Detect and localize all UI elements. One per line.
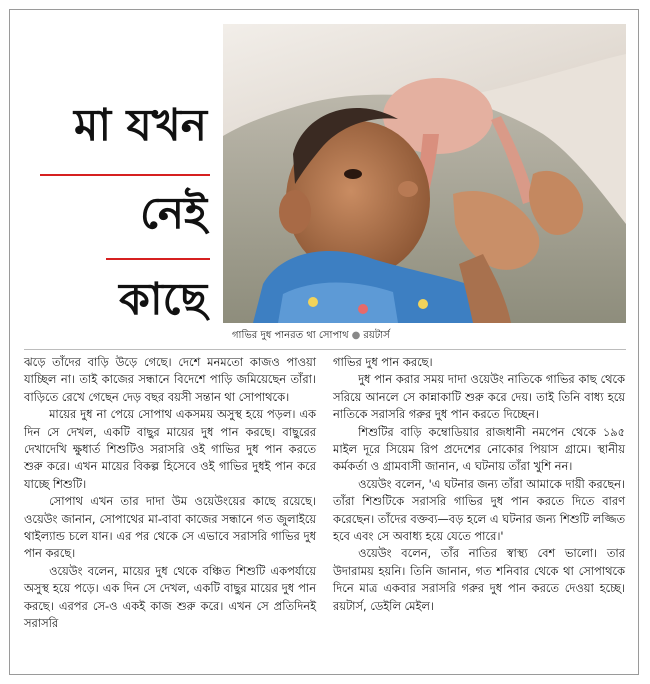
caption-text: গাভির দুধ পানরত থা সোপাথ xyxy=(232,330,349,341)
paragraph: মায়ের দুধ না পেয়ে সোপাথ একসময় অসুস্থ হয়ে পড়ল। এক দিন সে দেখল, একটি বাছুর মায়ের দুধ পান করছে। বাছুরের দেখাদেখি ক্ষুধার্ত শিশুটিও সরাসরি ওই গাভির দুধ পান করতে শুরু করে। এখন মায়ের বিকল্প হিসেবে ওই গাভির দুধই পান করে যাচ্ছে শিশুটি। xyxy=(24,407,316,491)
paragraph: গাভির দুধ পান করছে। xyxy=(333,355,433,369)
paragraph: ঝড়ে তাঁদের বাড়ি উড়ে গেছে। দেশে মনমতো কাজও পাওয়া যাচ্ছিল না। তাই কাজের সন্ধানে বিদেশে পাড়ি জমিয়েছেন তাঁরা। বাড়িতে রেখে গেছেন দেড় বছর বয়সী সন্তান থা সোপাথকে। xyxy=(24,355,316,404)
paragraph: শিশুটির বাড়ি কম্বোডিয়ার রাজধানী নমপেন থেকে ১৯৫ মাইল দূরে সিয়েম রিপ প্রদেশের নোকোর পিয়াস গ্রামে। স্থানীয় কর্মকর্তা ও গ্রামবাসী জানান, এ ঘটনায় তাঁরা খুশি নন। xyxy=(333,424,625,474)
photo-caption xyxy=(232,328,390,345)
newspaper-clipping xyxy=(9,9,639,675)
headline-rule-2 xyxy=(106,258,210,260)
headline-line-3: কাছে xyxy=(119,274,207,325)
body-column-1 xyxy=(24,354,316,633)
body-column-2 xyxy=(333,354,625,615)
news-photo xyxy=(223,24,626,323)
child-drinking-milk-image xyxy=(223,24,626,323)
headline-line-2: নেই xyxy=(139,188,207,239)
paragraph: ওয়েউং বলেন, 'এ ঘটনার জন্য তাঁরা আমাকে দায়ী করছেন। তাঁরা শিশুটিকে সরাসরি গাভির দুধ পান করতে দিতে বারণ করেছেন। তাঁদের বক্তব্য—বড় হলে এ ঘটনার জন্য শিশুটি লজ্জিত হবে এবং সে অবাধ্য হয়ে যেতে পারে।' xyxy=(333,476,625,544)
photo-credit: রয়টার্স xyxy=(363,330,390,341)
section-divider xyxy=(24,349,626,350)
paragraph: ওয়েউং বলেন, তাঁর নাতির স্বাস্থ্য বেশ ভালো। তার উদারাময় হয়নি। তিনি জানান, গত শনিবার থেকে থা সোপাথকে দিনে মাত্র একবার সরাসরি গরুর দুধ পান করতে দেওয়া হচ্ছে। রয়টার্স, ডেইলি মেইল। xyxy=(333,546,625,613)
bullet-icon: ● xyxy=(351,330,361,341)
paragraph: দুধ পান করার সময় দাদা ওয়েউং নাতিকে গাভির কাছ থেকে সরিয়ে আনলে সে কান্নাকাটি শুরু করে দেয়। তাই তিনি বাধ্য হয়ে নাতিকে সরাসরি গরুর দুধ পান করতে দিচ্ছেন। xyxy=(333,372,625,422)
paragraph: ওয়েউং বলেন, মায়ের দুধ থেকে বঞ্চিত শিশুটি একপর্যায়ে অসুস্থ হয়ে পড়ে। এক দিন সে দেখল, একটি বাছুর মায়ের দুধ পান করছে। এরপর সে-ও একই কাজ শুরু করে। এখন সে প্রতিদিনই সরাসরি xyxy=(24,563,316,631)
headline-rule-1 xyxy=(40,174,210,176)
headline-line-1: মা যখন xyxy=(73,100,207,151)
paragraph: সোপাথ এখন তার দাদা উম ওয়েউংয়ের কাছে রয়েছে। ওয়েউং জানান, সোপাথের মা-বাবা কাজের সন্ধানে গত জুলাইয়ে থাইল্যান্ড চলে যান। এর পর থেকে সে এভাবে সরাসরি গাভির দুধ পান করছে। xyxy=(24,494,316,561)
